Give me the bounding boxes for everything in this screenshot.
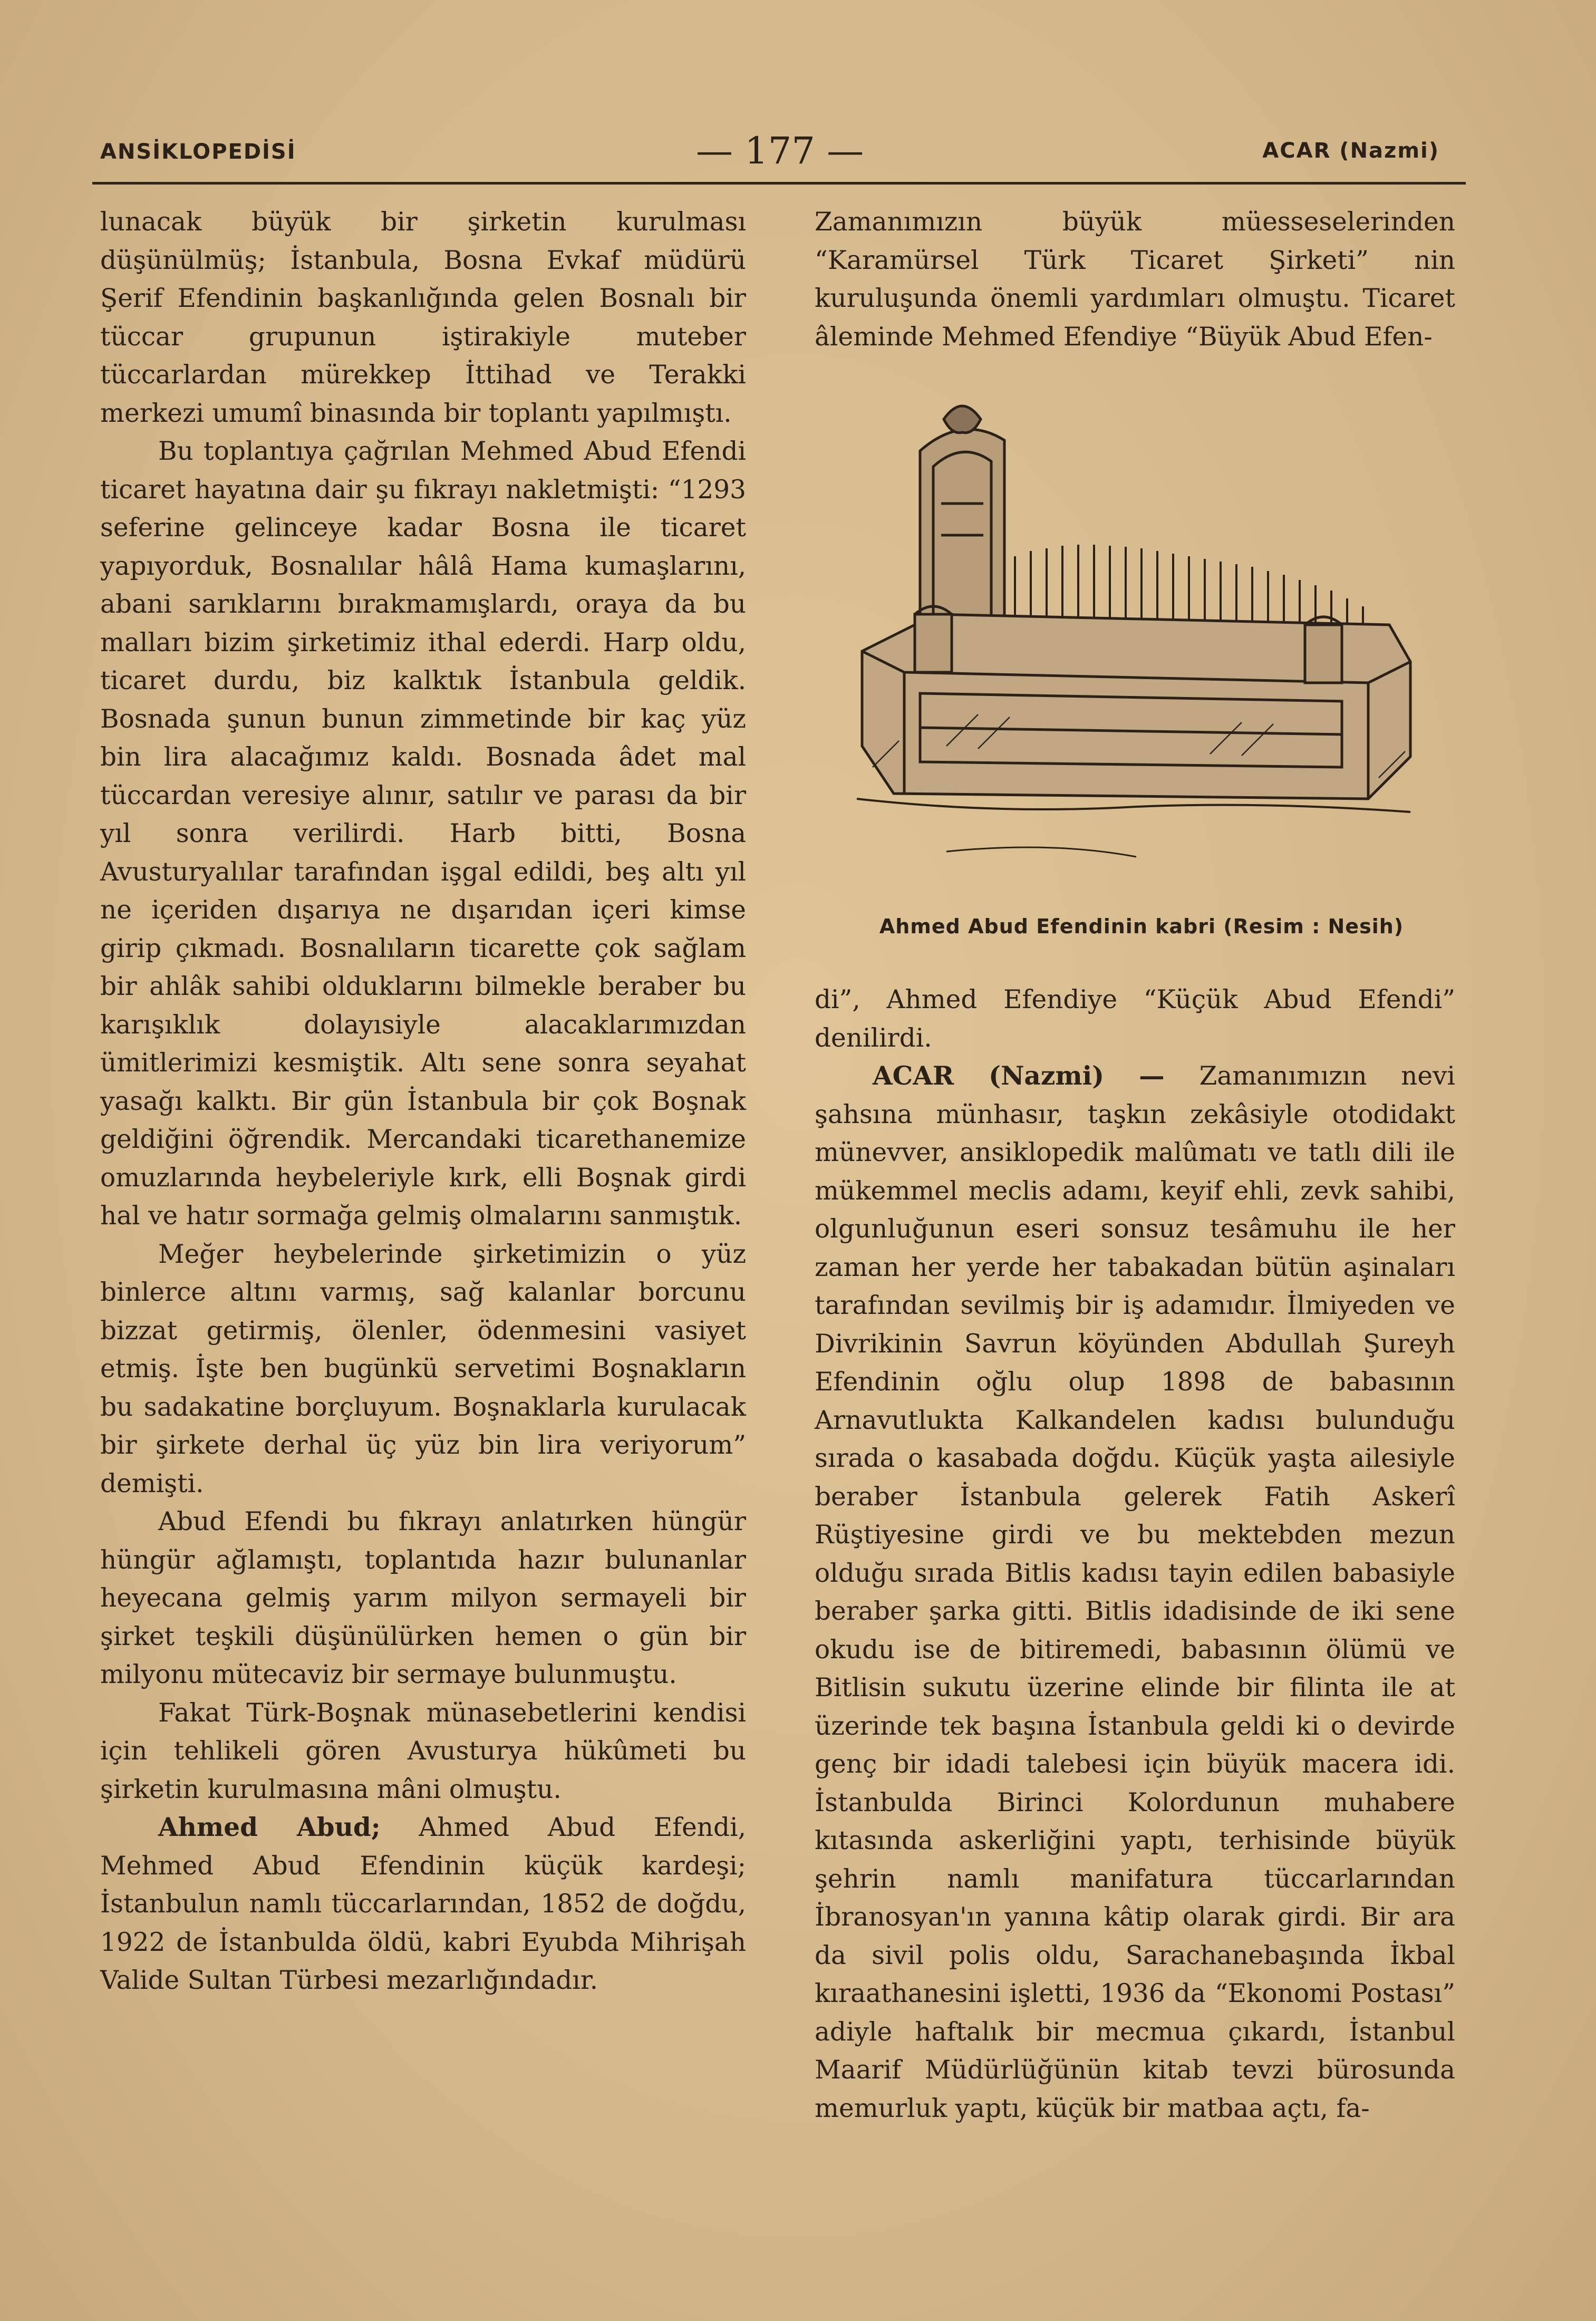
entry-acar-nazmi: [815, 1057, 1455, 2127]
running-head-left: ANSİKLOPEDİSİ: [100, 140, 296, 164]
right-column-bottom: [815, 981, 1455, 2127]
paragraph: Abud Efendi bu fıkrayı anlatırken hüngür hüngür ağlamıştı, toplantıda hazır bulunanlar heyecana gelmiş yarım milyon sermayeli bir şirket teşkili düşünülürken hemen o gün bir milyonu mütecaviz bir sermaye bulunmuştu.: [100, 1507, 746, 1689]
entry-dash: —: [1104, 1061, 1200, 1091]
tomb-illustration: [841, 377, 1421, 904]
tomb-drawing: [841, 377, 1421, 904]
entry-ahmed-abud: [100, 1809, 746, 2000]
page-number: — 177 —: [696, 129, 864, 172]
running-head-right: ACAR (Nazmi): [1262, 139, 1439, 163]
left-column: [100, 203, 746, 2000]
entry-text: Zamanımızın nevi şahsına münhasır, taşkın zekâsiyle otodidakt münevver, ansiklopedik malûmatı ve tatlı dili ile mükemmel meclis adamı, keyif ehli, zevk sahibi, olgunluğunun eseri sonsuz tesâmuhu ile her zaman her yerde her tabakadan bütün aşinaları tarafından sevilmiş bir iş adamıdır. İlmiyeden ve Divrikinin Savrun köyünden Abdullah Şureyh Efendinin oğlu olup 1898 de babasının Arnavutlukta Kalkandelen kadısı bulunduğu sırada o kasabada doğdu. Küçük yaşta ailesiyle beraber İstanbula gelerek Fatih Askerî Rüştiyesine girdi ve bu mektebden mezun olduğu sırada Bitlis kadısı tayin edilen babasiyle beraber şarka gitti. Bitlis idadisinde de iki sene okudu ise de bitiremedi, babasının ölümü ve Bitlisin sukutu üzerine elinde bir filinta ile at üzerinde tek başına İstanbula geldi ki o devirde genç bir idadi talebesi için büyük macera idi. İstanbulda Birinci Kolordunun muhabere kıtasında askerliğini yaptı, terhisinde büyük şehrin namlı manifatura tüccarlarından İbranosyan'ın yanına kâtip olarak girdi. Bir ara da sivil polis oldu, Sarachanebaşında İkbal kıraathanesini işletti, 1936 da “Ekonomi Postası” adiyle haftalık bir mecmua çıkardı, İstanbul Maarif Müdürlüğünün kitab tevzi bürosunda memurluk yaptı, küçük bir matbaa açtı, fa-: [815, 1061, 1455, 2123]
paragraph: Fakat Türk-Boşnak münasebetlerini kendisi için tehlikeli gören Avusturya hükûmeti bu şirketin kurulmasına mâni olmuştu.: [100, 1698, 746, 1804]
paragraph: Bu toplantıya çağrılan Mehmed Abud Efendi ticaret hayatına dair şu fıkrayı nakletmişti: “1293 seferine gelinceye kadar Bosna ile ticaret yapıyorduk, Bosnalılar hâlâ Hama kumaşlarını, abani sarıklarını bırakmamışlardı, oraya da bu malları bizim şirketimiz ithal ederdi. Harp oldu, ticaret durdu, biz kalktık İstanbula geldik. Bosnada şunun bunun zimmetinde bir kaç yüz bin lira alacağımız kaldı. Bosnada âdet mal tüccardan veresiye alınır, satılır ve parası da bir yıl sonra verilirdi. Harb bitti, Bosna Avusturyalılar tarafından işgal edildi, beş altı yıl ne içeriden dışarıya ne dışarıdan içeri kimse girip çıkmadı. Bosnalıların ticarette çok sağlam bir ahlâk sahibi olduklarını bilmekle beraber bu karışıklık dolayısiyle alacaklarımızdan ümitlerimizi kesmiştik. Altı sene sonra seyahat yasağı kalktı. Bir gün İstanbula bir çok Boşnak geldiğini öğrendik. Mercandaki ticarethanemize omuzlarında heybeleriyle kırk, elli Boşnak girdi hal ve hatır sormağa gelmiş olmalarını sanmıştık.: [100, 437, 746, 1231]
entry-headword: ACAR (Nazmi): [873, 1061, 1105, 1091]
entry-text: Ahmed Abud Efendi, Mehmed Abud Efendinin küçük kardeşi; İstanbulun namlı tüccarlarından, 1852 de doğdu, 1922 de İstanbulda öldü, kabri Eyubda Mihrişah Valide Sultan Türbesi mezarlığındadır.: [100, 1813, 747, 1995]
header-rule: [92, 182, 1466, 185]
figure-caption: Ahmed Abud Efendinin kabri (Resim : Nesih): [879, 915, 1404, 938]
paragraph: lunacak büyük bir şirketin kurulması düşünülmüş; İstanbula, Bosna Evkaf müdürü Şerif Efendinin başkanlığında gelen Bosnalı bir tüccar grupunun iştirakiyle muteber tüccarlardan mürekkep İttihad ve Terakki merkezi umumî binasında bir toplantı yapılmıştı.: [100, 207, 746, 428]
paragraph: Zamanımızın büyük müesseselerinden “Karamürsel Türk Ticaret Şirketi” nin kuruluşunda önemli yardımları olmuştu. Ticaret âleminde Mehmed Efendiye “Büyük Abud Efen-: [815, 207, 1455, 352]
page-header: [100, 129, 1450, 171]
entry-headword: Ahmed Abud;: [158, 1812, 381, 1842]
paragraph: di”, Ahmed Efendiye “Küçük Abud Efendi” denilirdi.: [815, 985, 1455, 1053]
right-column-top: [815, 203, 1455, 356]
paragraph: Meğer heybelerinde şirketimizin o yüz binlerce altını varmış, sağ kalanlar borcunu bizzat getirmiş, ölenler, ödenmesini vasiyet etmiş. İşte ben bugünkü servetimi Boşnakların bu sadakatine borçluyum. Boşnaklarla kurulacak bir şirkete derhal üç yüz bin lira veriyorum” demişti.: [100, 1239, 746, 1498]
